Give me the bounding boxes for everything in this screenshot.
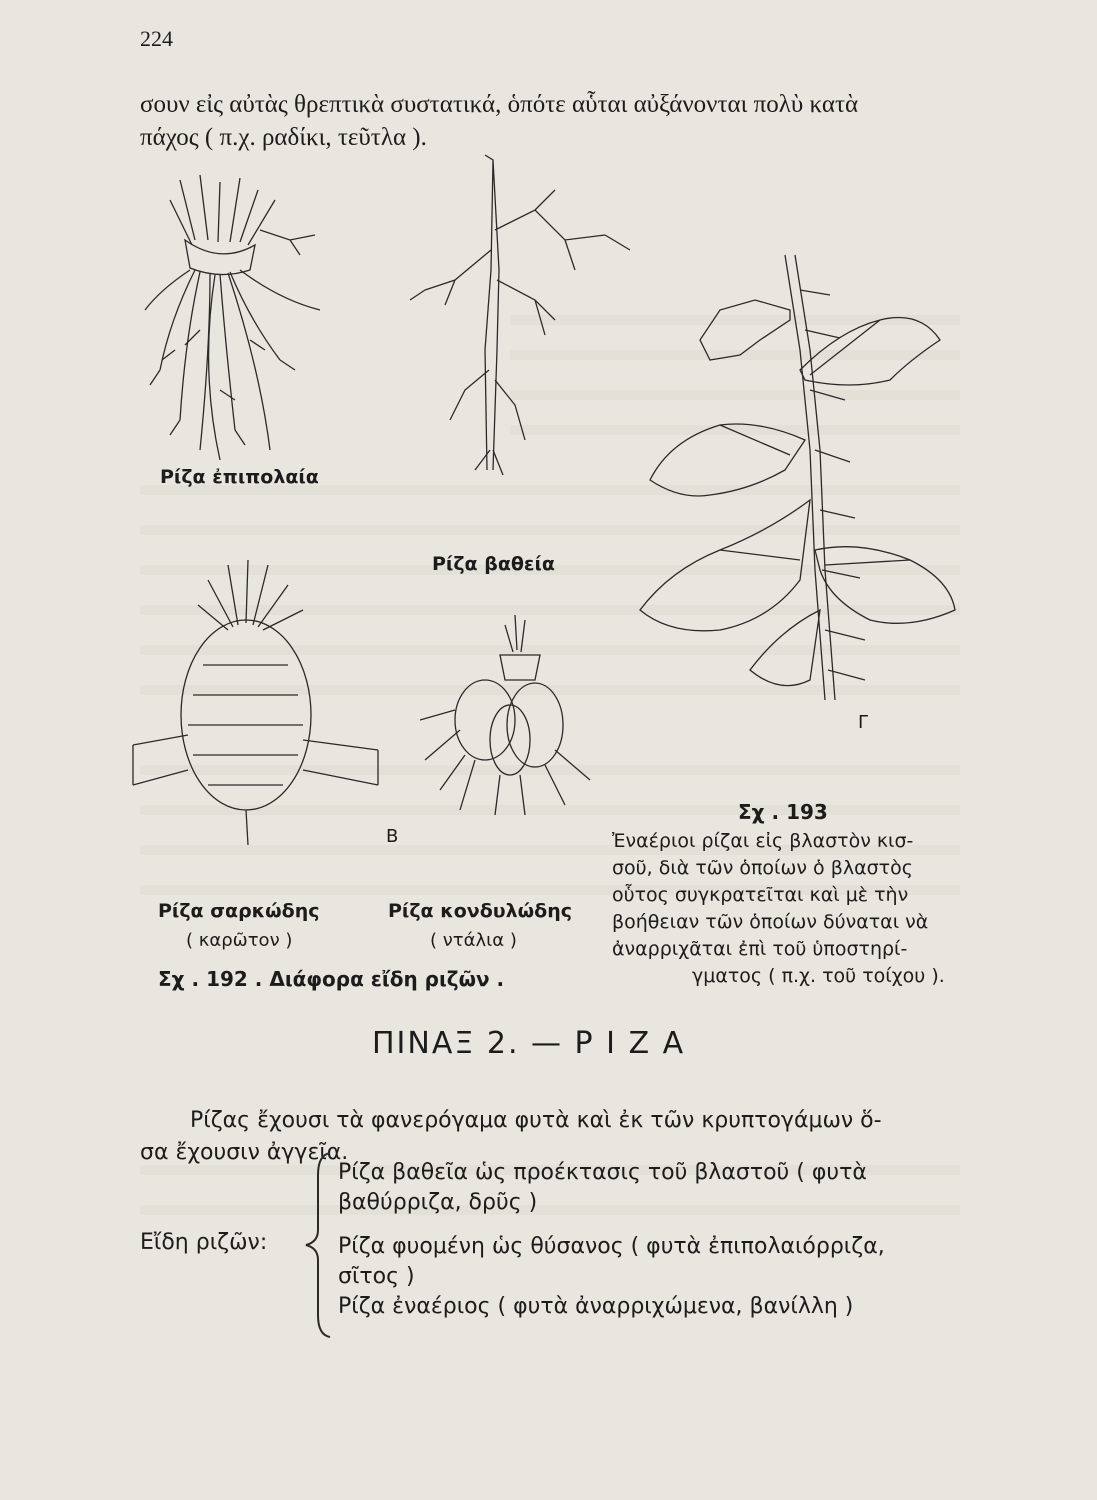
root-kind-item bbox=[338, 1158, 978, 1218]
deep-root-illustration bbox=[405, 150, 645, 490]
caption-193-line: σοῦ, διὰ τῶν ὁποίων ὁ βλαστὸς bbox=[612, 857, 913, 879]
label-fleshy-root: Ρίζα σαρκώδης bbox=[158, 900, 320, 922]
caption-193-text bbox=[612, 828, 958, 990]
table-intro-line-1: Ρίζας ἔχουσι τὰ φανερόγαμα φυτὰ καὶ ἐκ τῶν κρυπτογάμων ὅ- bbox=[190, 1108, 882, 1133]
caption-193-title: Σχ . 193 bbox=[738, 800, 828, 824]
label-tuberous-example: ( ντάλια ) bbox=[430, 930, 517, 951]
fleshy-root-illustration bbox=[128, 555, 388, 855]
ivy-aerial-roots-illustration bbox=[610, 250, 980, 710]
label-deep-root: Ρίζα βαθεία bbox=[432, 553, 555, 575]
caption-193-line: ἀναρριχᾶται ἐπὶ τοῦ ὑποστηρί- bbox=[612, 938, 908, 960]
label-tuberous-root: Ρίζα κονδυλώδης bbox=[388, 900, 572, 922]
root-kind-line: σῖτος ) bbox=[338, 1264, 415, 1289]
table-intro-line-2: σα ἔχουσιν ἀγγεῖα. bbox=[140, 1140, 349, 1165]
intro-line-2: πάχος ( π.χ. ραδίκι, τεῦτλα ). bbox=[140, 124, 427, 151]
caption-193-line: οὗτος συγκρατεῖται καὶ μὲ τὴν bbox=[612, 884, 909, 906]
root-kind-line: Ρίζα βαθεῖα ὡς προέκτασις τοῦ βλαστοῦ ( φυτὰ bbox=[338, 1160, 867, 1185]
label-letter-g: Γ bbox=[858, 712, 869, 733]
curly-brace bbox=[300, 1150, 340, 1340]
root-kind-item bbox=[338, 1292, 978, 1322]
superficial-root-illustration bbox=[140, 170, 350, 470]
kinds-label: Εἴδη ριζῶν: bbox=[140, 1230, 268, 1255]
caption-193-line: γματος ( π.χ. τοῦ τοίχου ). bbox=[692, 965, 945, 987]
intro-line-1: σουν εἰς αὐτὰς θρεπτικὰ συστατικά, ὁπότε αὗται αὐξάνονται πολὺ κατὰ bbox=[140, 91, 859, 118]
caption-193-line: βοήθειαν τῶν ὁποίων δύναται νὰ bbox=[612, 911, 929, 933]
table-title: ΠΙΝΑΞ 2. — Ρ Ι Ζ Α bbox=[372, 1026, 686, 1061]
caption-193-line: Ἐναέριοι ρίζαι εἰς βλαστὸν κισ- bbox=[612, 830, 914, 852]
root-kind-item bbox=[338, 1232, 978, 1292]
label-fleshy-example: ( καρῶτον ) bbox=[186, 930, 293, 951]
tuberous-root-illustration bbox=[405, 610, 605, 820]
root-kind-line: βαθύρριζα, δρῦς ) bbox=[338, 1190, 538, 1215]
root-kind-line: Ρίζα ἐναέριος ( φυτὰ ἀναρριχώμενα, βανίλλη ) bbox=[338, 1294, 854, 1319]
label-letter-b: Β bbox=[386, 826, 399, 847]
label-superficial-root: Ρίζα ἐπιπολαία bbox=[160, 466, 319, 488]
caption-192: Σχ . 192 . Διάφορα εἴδη ριζῶν . bbox=[158, 967, 505, 991]
page-number: 224 bbox=[140, 26, 173, 51]
root-kind-line: Ρίζα φυομένη ὡς θύσανος ( φυτὰ ἐπιπολαιόρριζα, bbox=[338, 1234, 885, 1259]
